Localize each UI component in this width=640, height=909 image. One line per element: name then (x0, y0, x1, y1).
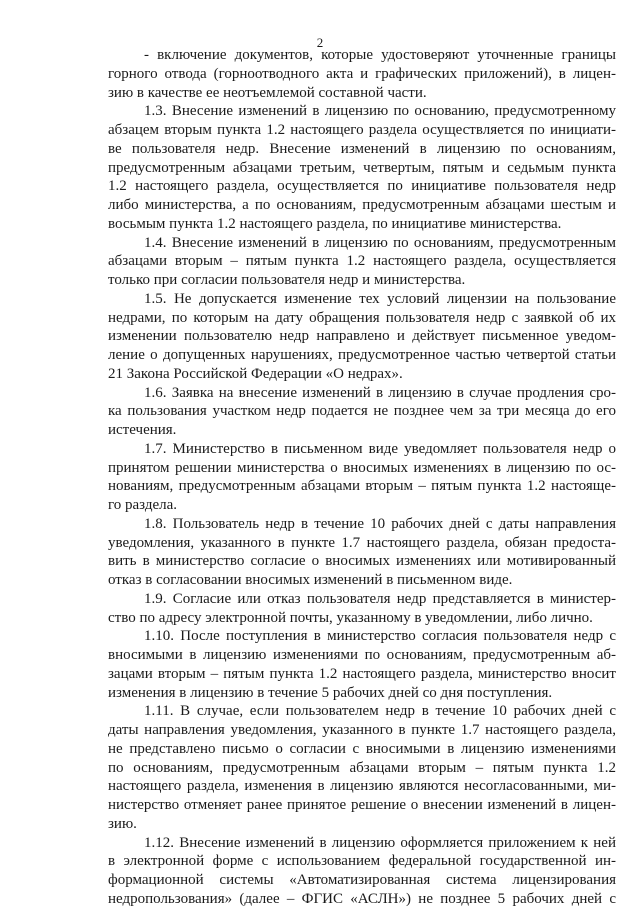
text-line: абзацами вторым – пятым пункта 1.2 настоящего раздела, осуществляется (108, 253, 616, 270)
text-line: изменении пользователю недр направлено и действует письменное уведом- (108, 328, 616, 345)
text-line: 1.2 настоящего раздела, осуществляется по инициативе пользователя недр (108, 178, 616, 195)
text-line: восьмым пункта 1.2 настоящего раздела, по инициативе министерства. (108, 215, 562, 232)
text-line: в электронной форме с использованием федеральной государственной ин- (108, 853, 616, 870)
text-line: зию в качестве ее неотъемлемой составной части. (108, 84, 427, 101)
text-line: 1.7. Министерство в письменном виде уведомляет пользователя недр о (144, 440, 616, 457)
text-line: не представлено письмо о согласии с вносимыми в лицензию изменениями (108, 740, 616, 757)
text-line: нованиям, предусмотренным абзацами вторым – пятым пункта 1.2 настояще- (108, 478, 616, 495)
text-line: предусмотренным абзацами третьим, четвертым, пятым и седьмым пункта (108, 159, 616, 176)
text-line: настоящего раздела, изменения в лицензию являются несогласованными, ми- (108, 778, 616, 795)
text-line: отказ в согласовании вносимых изменений в письменном виде. (108, 572, 513, 588)
text-line: изменения в лицензию в течение 5 рабочих дней со дня поступления. (108, 684, 553, 701)
text-line: 1.5. Не допускается изменение тех условий лицензии на пользование (144, 290, 616, 307)
text-line: уведомления, указанного в пункте 1.7 настоящего раздела, обязан предоста- (108, 534, 616, 551)
text-line: только при согласии пользователя недр и министерства. (108, 272, 466, 288)
document-body (108, 46, 616, 909)
text-line: нистерство отменяет ранее принятое решение о внесении изменений в лицен- (108, 797, 616, 813)
text-line: зию. (108, 815, 137, 832)
text-line: вносимыми в лицензию изменениями по основаниям, предусмотренным аб- (108, 647, 616, 663)
text-line: 1.12. Внесение изменений в лицензию оформляется приложением к ней (144, 834, 616, 851)
text-line: истечения. (108, 422, 177, 438)
text-line: недропользования» (далее – ФГИС «АСЛН») не позднее 5 рабочих дней с (108, 890, 616, 907)
text-line: 1.9. Согласие или отказ пользователя недр представляется в министер- (144, 590, 616, 607)
text-line: формационной системы «Автоматизированная система лицензирования (108, 872, 616, 888)
text-line: недрами, по которым на дату обращения пользователя недр с заявкой об их (108, 309, 616, 326)
text-line: 1.8. Пользователь недр в течение 10 рабочих дней с даты направления (144, 515, 616, 532)
text-line: ка пользования участком недр подается не позднее чем за три месяца до его (108, 403, 616, 420)
text-line: ление о допущенных нарушениях, предусмотренное частью четвертой статьи (108, 347, 616, 363)
text-line: 21 Закона Российской Федерации «О недрах». (108, 365, 403, 382)
text-line: горного отвода (горноотводного акта и графических приложений), в лицен- (108, 65, 616, 82)
text-line: 1.6. Заявка на внесение изменений в лицензию в случае продления сро- (144, 384, 616, 401)
text-line: абзацем вторым пункта 1.2 настоящего раздела осуществляется по инициати- (108, 122, 616, 138)
page-number: 2 (316, 35, 324, 50)
text-line: 1.10. После поступления в министерство согласия пользователя недр с (144, 628, 616, 645)
text-line: ство по адресу электронной почты, указанному в уведомлении, либо лично. (108, 609, 593, 626)
text-line: 1.3. Внесение изменений в лицензию по основанию, предусмотренному (144, 103, 616, 120)
text-line: - включение документов, которые удостоверяют уточненные границы (144, 47, 616, 63)
text-line: вить в министерство согласие о вносимых изменениях или мотивированный (108, 553, 616, 570)
text-line: 1.4. Внесение изменений в лицензию по основаниям, предусмотренным (144, 234, 616, 251)
text-line: ве пользователя недр. Внесение изменений в лицензию по основаниям, (108, 140, 616, 157)
text-line: зацами вторым – пятым пункта 1.2 настоящего раздела, министерство вносит (108, 665, 616, 682)
text-line: принятом решении министерства о вносимых изменениях в лицензию по ос- (108, 459, 616, 476)
text-line: го раздела. (108, 497, 178, 513)
text-line: 1.11. В случае, если пользователем недр в течение 10 рабочих дней с (144, 703, 616, 720)
text-line: либо министерства, а по основаниям, предусмотренным абзацами шестым и (108, 197, 616, 213)
text-line: по основаниям, предусмотренным абзацами вторым – пятым пункта 1.2 (108, 759, 616, 776)
text-line: даты направления уведомления, указанного в пункте 1.7 настоящего раздела, (108, 722, 616, 738)
